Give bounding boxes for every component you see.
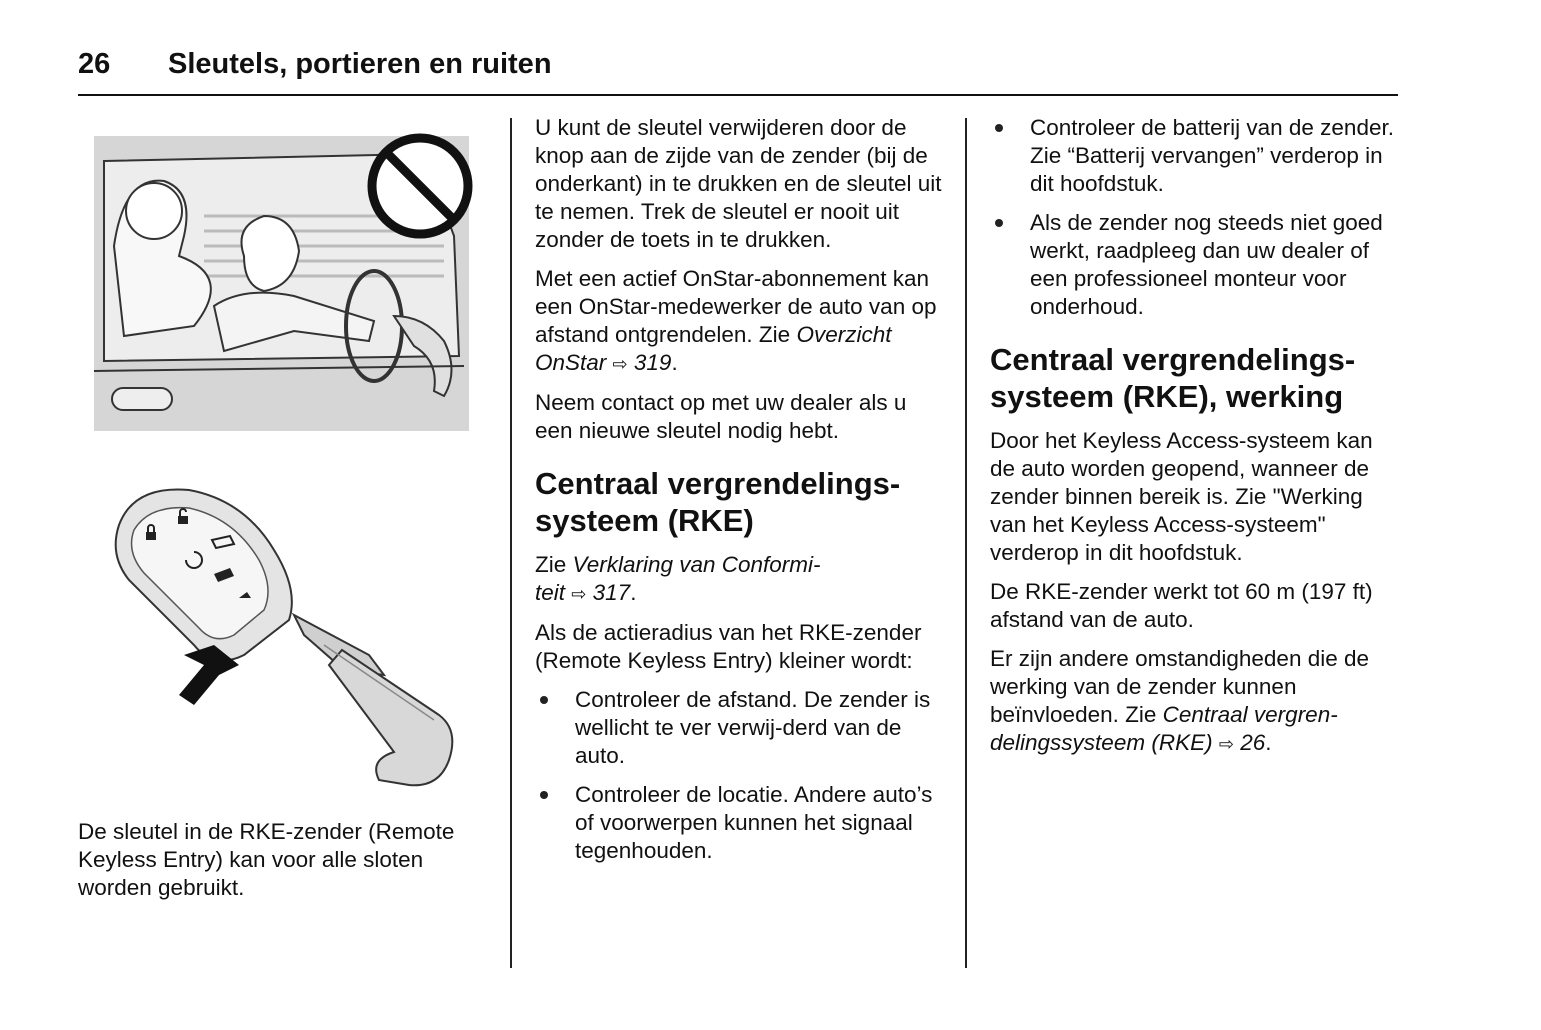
list-item: Als de zender nog steeds niet goed werkt, raadpleeg dan uw dealer of een professioneel monteur voor onderhoud. <box>990 209 1400 321</box>
paragraph-keyless-access: Door het Keyless Access-systeem kan de auto worden geopend, wanneer de zender binnen bereik is. Zie "Werking van het Keyless Access-systeem" verderop in dit hoofdstuk. <box>990 428 1373 565</box>
page-header <box>78 44 1398 96</box>
middle-column <box>535 114 945 876</box>
chapter-title: Sleutels, portieren en ruiten <box>168 48 552 80</box>
section-heading-rke: Centraal vergrendelings- systeem (RKE) <box>535 466 901 538</box>
list-item: Controleer de afstand. De zender is wellicht te ver verwij-derd van de auto. <box>535 686 945 770</box>
paragraph-range: De RKE-zender werkt tot 60 m (197 ft) afstand van de auto. <box>990 579 1373 632</box>
key-fob-illustration <box>94 470 474 800</box>
rke-reference[interactable]: Centraal vergren-delingssysteem (RKE) ⇨ 26 <box>990 702 1338 755</box>
bullet-list <box>990 114 1400 321</box>
mechanical-key <box>329 650 452 785</box>
bullet-list <box>535 686 945 865</box>
page-number: 26 <box>78 48 111 80</box>
right-column <box>990 114 1400 769</box>
figure-caption: De sleutel in de RKE-zender (Remote Keyless Entry) kan voor alle sloten worden gebruikt. <box>78 819 455 900</box>
column-divider-right <box>965 118 967 968</box>
onstar-reference[interactable]: Overzicht OnStar ⇨ 319 <box>535 322 892 375</box>
list-item: Controleer de locatie. Andere auto’s of voorwerpen kunnen het signaal tegenhouden. <box>535 781 945 865</box>
column-divider-left <box>510 118 512 968</box>
paragraph-other-conditions: Er zijn andere omstandigheden die de werking van de zender kunnen beïnvloeden. Zie Centraal vergren-delingssysteem (RKE) ⇨ 26. <box>990 646 1370 755</box>
paragraph-range-reduced: Als de actieradius van het RKE-zender (Remote Keyless Entry) kleiner wordt: <box>535 620 922 673</box>
conformity-reference[interactable]: Verklaring van Conformi- teit ⇨ 317 <box>535 552 821 605</box>
paragraph-conformity: Zie Verklaring van Conformi- teit ⇨ 317. <box>535 552 821 605</box>
list-item: Controleer de batterij van de zender. Zie “Batterij vervangen” verderop in dit hoofdstuk. <box>990 114 1400 198</box>
children-in-car-illustration <box>94 126 474 436</box>
paragraph-new-key: Neem contact op met uw dealer als u een nieuwe sleutel nodig hebt. <box>535 390 907 443</box>
paragraph-remove-key: U kunt de sleutel verwijderen door de knop aan de zijde van de zender (bij de onderkant) in te drukken en de sleutel uit te nemen. Trek de sleutel er nooit uit zonder de toets in te drukken. <box>535 115 942 252</box>
section-heading-rke-operation: Centraal vergrendelings- systeem (RKE), werking <box>990 342 1356 414</box>
paragraph-onstar: Met een actief OnStar-abonnement kan een OnStar-medewerker de auto van op afstand ontgrendelen. Zie Overzicht OnStar ⇨ 319. <box>535 266 937 375</box>
